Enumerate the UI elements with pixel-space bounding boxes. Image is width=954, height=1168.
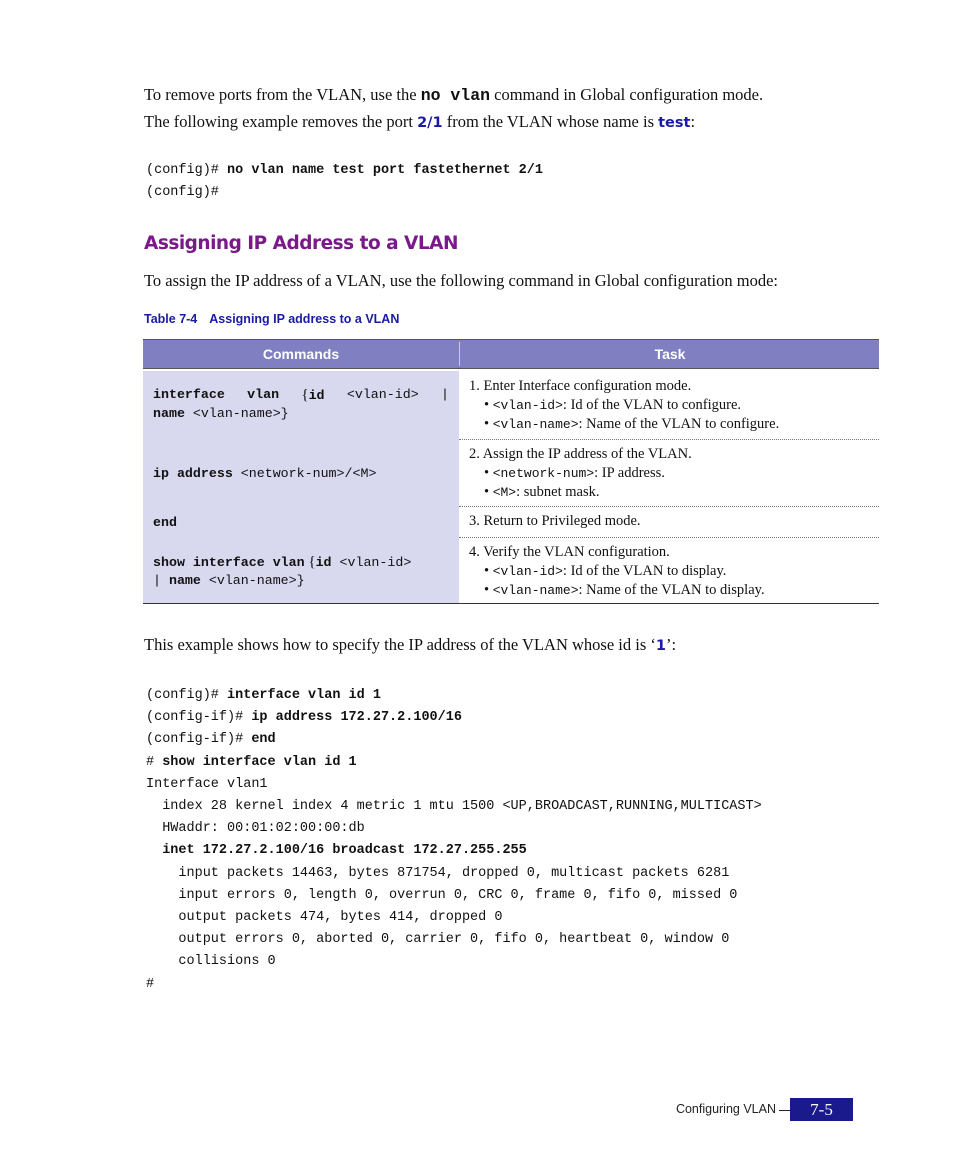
section-intro: To assign the IP address of a VLAN, use the following command in Global configuration mode: [144, 271, 778, 290]
code-example-1 [146, 160, 543, 204]
task-bullet: • <M>: subnet mask. [484, 484, 600, 500]
intro-paragraph [144, 82, 856, 136]
task-bullet: • <vlan-id>: Id of the VLAN to display. [484, 562, 727, 579]
intro-text: from the VLAN whose name is [442, 112, 659, 131]
intro-text: The following example removes the port [144, 112, 418, 131]
code-example-2 [146, 685, 762, 996]
intro-text: To remove ports from the VLAN, use the [144, 85, 421, 104]
footer-rule [779, 1110, 790, 1111]
code-line: (config)# interface vlan id 1 [146, 688, 381, 703]
code-line: # [146, 976, 155, 992]
header-commands: Commands [262, 346, 340, 362]
code-line: input packets 14463, bytes 871754, dropped 0, multicast packets 6281 [146, 865, 730, 881]
code-line: (config-if)# ip address 172.27.2.100/16 [146, 710, 462, 726]
task-bullet: • <vlan-name>: Name of the VLAN to display. [484, 582, 765, 598]
footer-chapter: Configuring VLAN [675, 1102, 776, 1116]
port-highlight: 2/1 [417, 115, 443, 131]
intro-text: command in Global configuration mode. [490, 85, 764, 104]
task-cell-1 [459, 377, 879, 435]
task-text: 3. Return to Privileged mode. [469, 513, 641, 529]
task-bullet: • <vlan-id>: Id of the VLAN to configure. [484, 396, 742, 413]
code-line: (config-if)# end [146, 732, 276, 748]
code-line: input errors 0, length 0, overrun 0, CRC 0, frame 0, fifo 0, missed 0 [146, 887, 738, 903]
table-caption [144, 312, 399, 326]
code-line: inet 172.27.2.100/16 broadcast 172.27.255.255 [162, 843, 527, 859]
code-line: output packets 474, bytes 414, dropped 0 [146, 910, 503, 926]
task-cell-2 [459, 445, 879, 503]
vlan-name-highlight: test [658, 115, 691, 131]
code-line: HWaddr: 00:01:02:00:00:db [146, 821, 365, 837]
table-title: Assigning IP address to a VLAN [209, 312, 400, 326]
task-text: 2. Assign the IP address of the VLAN. [469, 446, 692, 462]
task-cell-3 [459, 512, 879, 531]
code-line: output errors 0, aborted 0, carrier 0, fifo 0, heartbeat 0, window 0 [146, 932, 730, 948]
intro-text: : [690, 112, 696, 131]
code-line: (config)# no vlan name test port fastethernet 2/1 [146, 163, 543, 178]
code-line: collisions 0 [146, 954, 276, 970]
code-line: (config)# [146, 185, 219, 201]
table-header [143, 339, 879, 369]
code-line: index 28 kernel index 4 metric 1 mtu 1500 <UP,BROADCAST,RUNNING,MULTICAST> [146, 799, 762, 815]
page-number: 7-5 [790, 1098, 853, 1121]
command-cell-interface-vlan: interface vlan {id <vlan-id> | name <vlan-name>} [143, 371, 459, 439]
section-heading: Assigning IP Address to a VLAN [144, 233, 458, 254]
task-bullet: • <network-num>: IP address. [484, 464, 665, 481]
task-bullet: • <vlan-name>: Name of the VLAN to configure. [484, 416, 780, 432]
cmd-keyword: end [153, 515, 177, 530]
task-cell-4 [459, 543, 879, 601]
cmd-keyword: ip address [153, 466, 233, 481]
table-number: Table 7-4 [144, 312, 198, 326]
command-cell-end [143, 511, 459, 537]
cmd-keyword: vlan [247, 387, 280, 402]
code-line: # show interface vlan id 1 [146, 754, 357, 770]
vlan-id-highlight: 1 [655, 638, 666, 654]
task-text: 1. Enter Interface configuration mode. [469, 378, 692, 394]
code-line: Interface vlan1 [146, 776, 268, 792]
cmd-keyword: name [153, 406, 185, 421]
command-cell-show-interface: show interface vlan {id <vlan-id> | name <vlan-name>} [143, 537, 459, 603]
task-text: 4. Verify the VLAN configuration. [469, 544, 670, 560]
inline-command: no vlan [420, 86, 491, 105]
example-intro: This example shows how to specify the IP address of the VLAN whose id is ‘1’: [144, 635, 677, 654]
cmd-keyword: interface [153, 387, 225, 402]
command-cell-ip-address: ip address <network-num>/<M> [143, 439, 459, 511]
header-task: Task [654, 346, 686, 362]
